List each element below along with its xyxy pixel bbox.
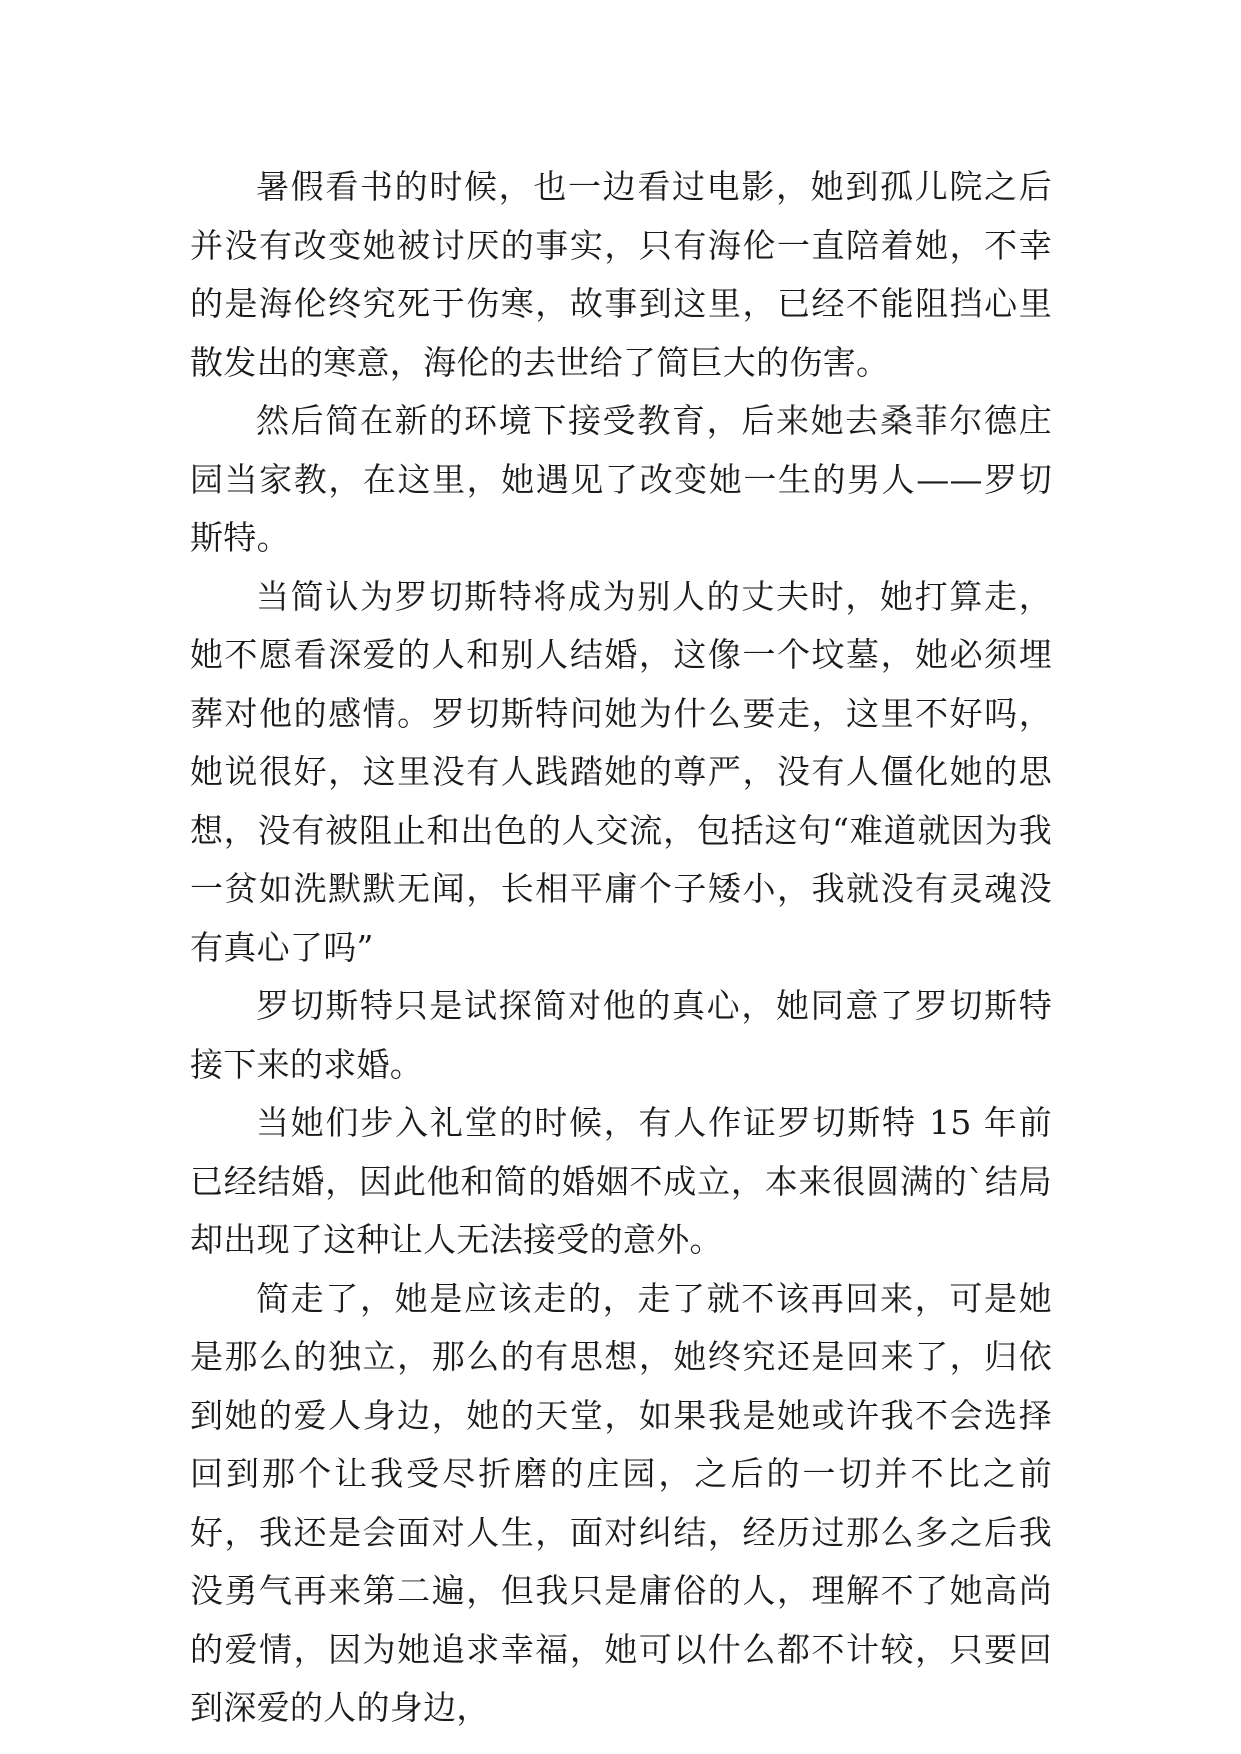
paragraph-3: 当简认为罗切斯特将成为别人的丈夫时，她打算走，她不愿看深爱的人和别人结婚，这像一个坟墓，她必须埋葬对他的感情。罗切斯特问她为什么要走，这里不好吗，她说很好，这里没有人践踏她的尊严，没有人僵化她的思想，没有被阻止和出色的人交流，包括这句“难道就因为我一贫如洗默默无闻，长相平庸个子矮小，我就没有灵魂没有真心了吗” — [190, 576, 1052, 967]
paragraph-6: 简走了，她是应该走的，走了就不该再回来，可是她是那么的独立，那么的有思想，她终究还是回来了，归依到她的爱人身边，她的天堂，如果我是她或许我不会选择回到那个让我受尽折磨的庄园，之后的一切并不比之前好，我还是会面对人生，面对纠结，经历过那么多之后我没勇气再来第二遍，但我只是庸俗的人，理解不了她高尚的爱情，因为她追求幸福，她可以什么都不计较，只要回到深爱的人的身边， — [190, 1278, 1052, 1727]
document-body — [190, 158, 1052, 1738]
paragraph-2: 然后简在新的环境下接受教育，后来她去桑菲尔德庄园当家教，在这里，她遇见了改变她一生的男人——罗切斯特。 — [190, 401, 1052, 557]
paragraph-5: 当她们步入礼堂的时候，有人作证罗切斯特 15 年前已经结婚，因此他和简的婚姻不成立，本来很圆满的`结局却出现了这种让人无法接受的意外。 — [190, 1103, 1052, 1259]
paragraph-4: 罗切斯特只是试探简对他的真心，她同意了罗切斯特接下来的求婚。 — [190, 986, 1052, 1084]
paragraph-1: 暑假看书的时候，也一边看过电影，她到孤儿院之后并没有改变她被讨厌的事实，只有海伦一直陪着她，不幸的是海伦终究死于伤寒，故事到这里，已经不能阻挡心里散发出的寒意，海伦的去世给了简巨大的伤害。 — [190, 167, 1052, 382]
